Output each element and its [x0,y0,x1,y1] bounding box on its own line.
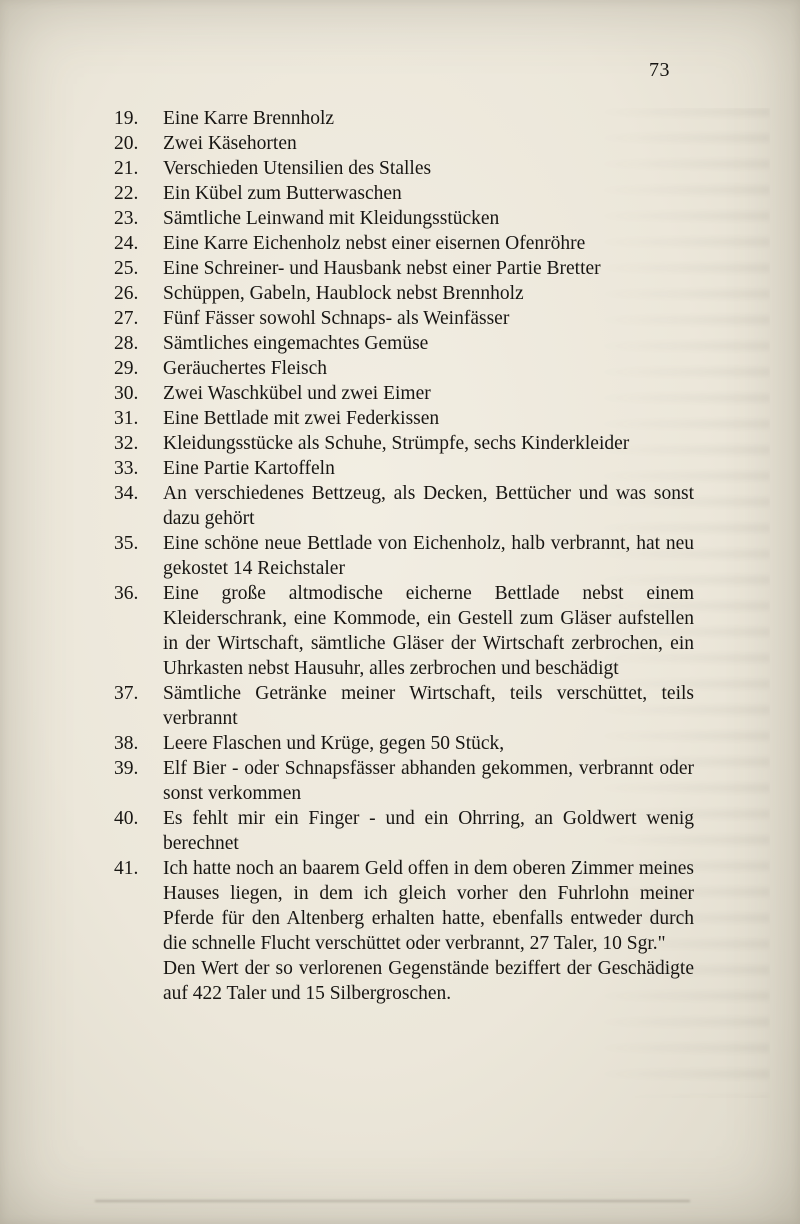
item-number: 21. [114,158,139,179]
item-text: Verschieden Utensilien des Stalles [163,158,432,179]
list-item [114,156,694,181]
item-text: Zwei Käsehorten [163,133,297,154]
list-item [114,181,694,206]
item-text: Den Wert der so verlorenen Gegenstände beziffert der Geschädigte auf 422 Taler und 15 Silbergroschen. [163,958,694,1004]
list-item [114,431,694,456]
list-item [114,206,694,231]
item-number: 39. [114,758,139,779]
list-item [114,106,694,131]
item-text: Sämtliches eingemachtes Gemüse [163,333,429,354]
item-text: Eine Karre Eichenholz nebst einer eisernen Ofenröhre [163,233,586,254]
item-number: 37. [114,683,139,704]
list-item [114,381,694,406]
item-text: An verschiedenes Bettzeug, als Decken, Bettücher und was sonst dazu gehört [163,483,694,529]
item-text: Eine schöne neue Bettlade von Eichenholz, halb verbrannt, hat neu gekostet 14 Reichstaler [163,533,694,579]
item-text: Elf Bier - oder Schnapsfässer abhanden gekommen, verbrannt oder sonst verkommen [163,758,694,804]
inventory-list [114,106,694,1006]
item-text: Eine Bettlade mit zwei Federkissen [163,408,440,429]
list-item [114,406,694,431]
item-text: Fünf Fässer sowohl Schnaps- als Weinfässer [163,308,510,329]
list-item [114,256,694,281]
list-item [114,456,694,481]
item-number: 25. [114,258,139,279]
item-number: 30. [114,383,139,404]
item-number: 32. [114,433,139,454]
item-text: Sämtliche Leinwand mit Kleidungsstücken [163,208,500,229]
list-item [114,681,694,731]
item-number: 23. [114,208,139,229]
item-text: Ich hatte noch an baarem Geld offen in dem oberen Zimmer meines Hauses liegen, in dem ich gleich vorher den Fuhrlohn meiner Pferde für den Altenberg erhalten hatte, ebenfalls entweder durch die schnelle Flucht verschüttet oder verbrannt, 27 Taler, 10 Sgr." [163,858,694,954]
item-number: 27. [114,308,139,329]
item-number: 31. [114,408,139,429]
item-text: Eine Karre Brennholz [163,108,335,129]
list-item [114,756,694,806]
item-number: 36. [114,583,139,604]
item-number: 40. [114,808,139,829]
item-number: 34. [114,483,139,504]
item-text: Eine große altmodische eicherne Bettlade nebst einem Kleiderschrank, eine Kommode, ein Gestell zum Gläser aufstellen in der Wirtschaft, sämtliche Gläser der Wirtschaft zerbrochen, ein Uhrkasten nebst Hausuhr, alles zerbrochen und beschädigt [163,583,694,679]
item-number: 33. [114,458,139,479]
list-item [114,481,694,531]
item-text: Zwei Waschkübel und zwei Eimer [163,383,431,404]
list-item [114,331,694,356]
list-item [114,131,694,156]
list-item [114,306,694,331]
item-text: Eine Partie Kartoffeln [163,458,335,479]
list-item [114,806,694,856]
item-number: 28. [114,333,139,354]
item-number: 19. [114,108,139,129]
item-number: 24. [114,233,139,254]
item-text: Es fehlt mir ein Finger - und ein Ohrring, an Goldwert wenig berechnet [163,808,694,854]
item-text: Eine Schreiner- und Hausbank nebst einer Partie Bretter [163,258,601,279]
list-item [114,856,694,956]
list-item [114,581,694,681]
item-text: Kleidungsstücke als Schuhe, Strümpfe, sechs Kinderkleider [163,433,630,454]
item-text: Geräuchertes Fleisch [163,358,328,379]
item-text: Sämtliche Getränke meiner Wirtschaft, teils verschüttet, teils verbrannt [163,683,694,729]
item-number: 29. [114,358,139,379]
item-number: 22. [114,183,139,204]
item-text: Leere Flaschen und Krüge, gegen 50 Stück, [163,733,505,754]
item-number: 41. [114,858,139,879]
list-item [114,231,694,256]
item-number: 26. [114,283,139,304]
item-number: 38. [114,733,139,754]
closing-paragraph [114,956,694,1006]
item-number: 35. [114,533,139,554]
list-item [114,356,694,381]
list-item [114,281,694,306]
list-item [114,531,694,581]
page-number: 73 [649,59,670,81]
scan-crease [95,1200,690,1202]
item-text: Schüppen, Gabeln, Haublock nebst Brennholz [163,283,524,304]
item-number: 20. [114,133,139,154]
list-item [114,731,694,756]
item-text: Ein Kübel zum Butterwaschen [163,183,402,204]
